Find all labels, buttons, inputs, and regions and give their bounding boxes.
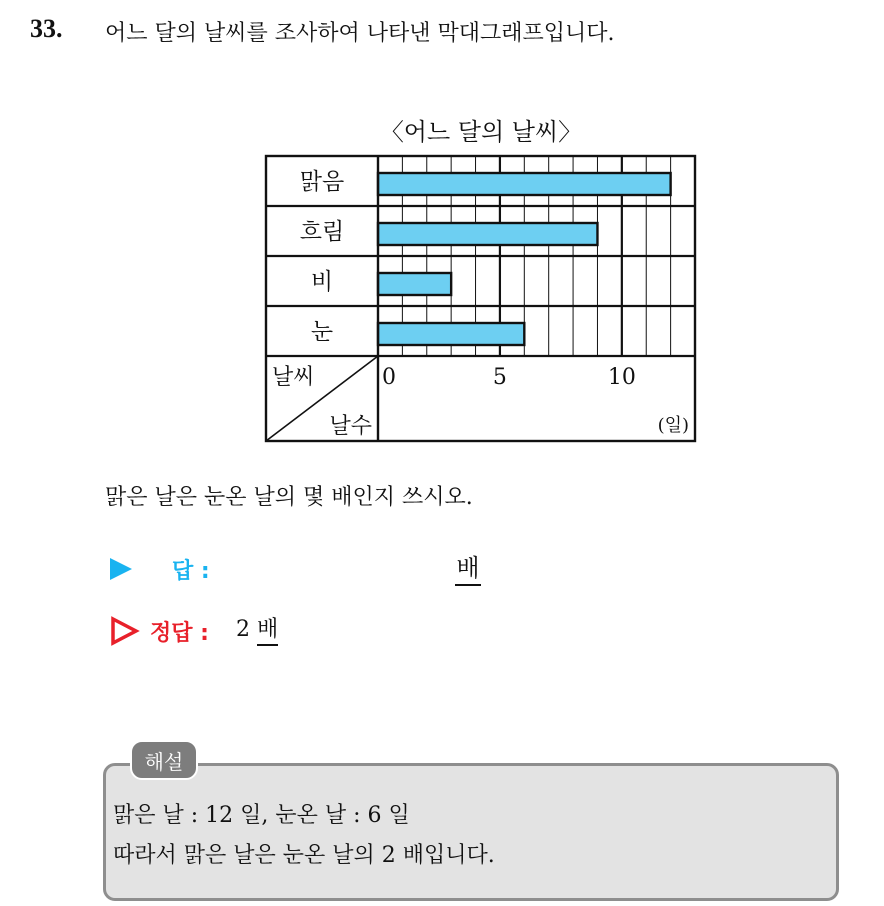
value-axis-label: 날수 xyxy=(329,414,372,439)
tick-label: 5 xyxy=(492,365,507,390)
answer-blank[interactable]: 배 xyxy=(455,552,481,586)
bar xyxy=(378,273,451,295)
explanation-tag: 해설 xyxy=(130,740,198,780)
tick-label: 10 xyxy=(607,365,636,390)
explanation-line-1: 맑은 날 : 12 일, 눈온 날 : 6 일 xyxy=(113,803,410,828)
correct-unit: 배 xyxy=(257,616,278,646)
bar xyxy=(378,223,597,245)
correct-number: 2 xyxy=(236,617,250,642)
unit-label: (일) xyxy=(657,415,689,436)
tick-label: 0 xyxy=(382,365,396,390)
correct-answer-row xyxy=(110,614,610,650)
bar xyxy=(378,323,524,345)
explanation-line-2: 따라서 맑은 날은 눈온 날의 2 배입니다. xyxy=(113,843,495,868)
category-label: 흐림 xyxy=(299,219,345,245)
play-outline-icon xyxy=(110,616,140,646)
category-axis-label: 날씨 xyxy=(272,365,315,390)
correct-value xyxy=(236,616,278,646)
question-prompt: 맑은 날은 눈온 날의 몇 배인지 쓰시오. xyxy=(105,485,473,510)
category-label: 맑음 xyxy=(299,169,345,195)
category-label: 비 xyxy=(310,269,334,295)
category-label: 눈 xyxy=(310,319,334,345)
weather-bar-chart xyxy=(264,154,698,446)
chart-title: 〈어느 달의 날씨〉 xyxy=(379,118,583,146)
bar xyxy=(378,173,671,195)
play-icon xyxy=(110,558,132,580)
explanation-box xyxy=(103,763,839,901)
chart-frame xyxy=(266,156,695,441)
question-number: 33. xyxy=(30,14,63,43)
answer-label: 답 : xyxy=(172,559,210,584)
question-text: 어느 달의 날씨를 조사하여 나타낸 막대그래프입니다. xyxy=(105,21,615,46)
correct-label: 정답 : xyxy=(150,621,209,646)
answer-row xyxy=(110,552,610,588)
